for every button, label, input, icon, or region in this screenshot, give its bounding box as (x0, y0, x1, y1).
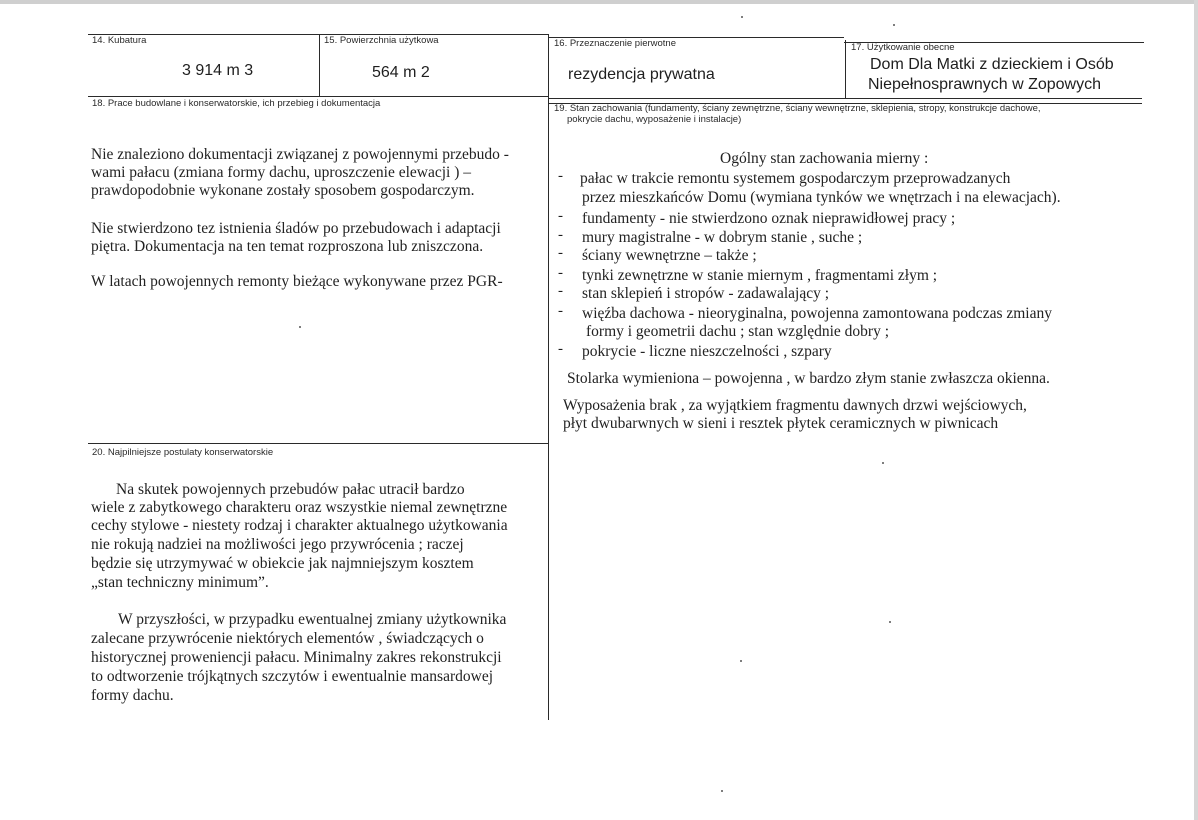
bullet-mark: - (558, 341, 563, 357)
field-20-line-6: „stan techniczny minimum”. (91, 574, 269, 591)
field-18-line-3: prawdopodobnie wykonane zostały sposobem gospodarczym. (91, 182, 475, 199)
bullet-mark: - (558, 283, 563, 299)
divider-14-15 (319, 34, 320, 96)
field-20-label: 20. Najpilniejsze postulaty konserwatorskie (92, 447, 274, 458)
field-17-value-line-1: Dom Dla Matki z dzieckiem i Osób (870, 56, 1114, 73)
scan-speck (299, 326, 301, 328)
field-19-bullet-3: mury magistralne - w dobrym stanie , suche ; (582, 229, 863, 246)
field-19-bullet-7-cont: formy i geometrii dachu ; stan względnie dobry ; (586, 323, 890, 340)
scan-speck (893, 24, 895, 26)
field-20-line-10: to odtworzenie trójkątnych szczytów i ewentualnie mansardowej (91, 668, 494, 685)
field-19-bullet-5: tynki zewnętrzne w stanie miernym , fragmentami złym ; (582, 267, 938, 284)
field-19-bullet-1: pałac w trakcie remontu systemem gospodarczym przeprowadzanych (580, 170, 1011, 187)
scan-speck (741, 16, 743, 18)
row-rule-right (548, 98, 1142, 99)
field-19-bullet-2: fundamenty - nie stwierdzono oznak nieprawidłowej pracy ; (582, 210, 956, 227)
field-18-label: 18. Prace budowlane i konserwatorskie, ich przebieg i dokumentacja (92, 98, 381, 109)
field-16-label: 16. Przeznaczenie pierwotne (554, 38, 676, 49)
field-15-value: 564 m 2 (372, 64, 430, 81)
field-19-bullet-8: pokrycie - liczne nieszczelności , szpary (582, 343, 832, 360)
scan-speck (721, 790, 723, 792)
field-19-bullet-1-cont: przez mieszkańców Domu (wymiana tynków we wnętrzach i na elewacjach). (582, 189, 1061, 206)
scan-speck (740, 660, 742, 662)
field-20-line-2: wiele z zabytkowego charakteru oraz wszystkie niemal zewnętrzne (91, 499, 508, 516)
bullet-mark: - (558, 227, 563, 243)
bullet-mark: - (558, 303, 563, 319)
field-20-line-8: zalecane przywrócenie niektórych elementów , świadczących o (91, 630, 484, 647)
field-19-bullet-4: ściany wewnętrzne – także ; (582, 247, 757, 264)
field-20-line-5: będzie się utrzymywać w obiekcie jak najmniejszym kosztem (91, 555, 474, 572)
field-18-line-2: wami pałacu (zmiana formy dachu, uproszczenie elewacji ) – (91, 164, 471, 181)
row-rule-left (88, 96, 548, 97)
field-18-line-6: W latach powojennych remonty bieżące wykonywane przez PGR- (91, 273, 503, 290)
field-18-line-5: piętra. Dokumentacja na ten temat rozproszona lub zniszczona. (91, 238, 484, 255)
bullet-mark: - (558, 265, 563, 281)
field-19-label-line-1: 19. Stan zachowania (fundamenty, ściany zewnętrzne, ściany wewnętrzne, sklepienia, stropy, konstrukcje dachowe, (554, 103, 1041, 114)
field-17-value-line-2: Niepełnosprawnych w Zopowych (868, 76, 1101, 93)
field-20-line-7: W przyszłości, w przypadku ewentualnej zmiany użytkownika (118, 611, 507, 628)
field-19-label-line-2: pokrycie dachu, wyposażenie i instalacje) (567, 114, 742, 125)
field-15-label: 15. Powierzchnia użytkowa (324, 35, 439, 46)
scan-speck (882, 462, 884, 464)
bullet-mark: - (558, 208, 563, 224)
field-20-line-4: nie rokują nadziei na możliwości jego przywrócenia ; raczej (91, 536, 464, 553)
field-18-line-1: Nie znaleziono dokumentacji związanej z powojennymi przebudo - (91, 146, 509, 163)
scan-speck (889, 621, 891, 623)
field-14-value: 3 914 m 3 (182, 62, 254, 79)
field-19-para-2-line-2: płyt dwubarwnych w sieni i resztek płytek ceramicznych w piwnicach (563, 415, 999, 432)
bullet-mark: - (558, 245, 563, 261)
field-19-para-1: Stolarka wymieniona – powojenna , w bardzo złym stanie zwłaszcza okienna. (567, 370, 1050, 387)
field-19-heading: Ogólny stan zachowania mierny : (720, 150, 929, 167)
field-16-value: rezydencja prywatna (568, 66, 715, 83)
field-20-line-3: cechy stylowe - niestety rodzaj i charakter aktualnego użytkowania (91, 517, 508, 534)
field-19-bullet-6: stan sklepień i stropów - zadawalający ; (582, 285, 830, 302)
divider-16-17 (845, 40, 846, 98)
field-19-para-2-line-1: Wyposażenia brak , za wyjątkiem fragmentu dawnych drzwi wejściowych, (563, 397, 1027, 414)
bullet-mark: - (558, 168, 563, 184)
field-20-line-9: historycznej proweniencji pałacu. Minimalny zakres rekonstrukcji (91, 649, 502, 666)
field-14-label: 14. Kubatura (92, 35, 147, 46)
scan-edge-top (0, 0, 1198, 4)
field-17-label: 17. Użytkowanie obecne (851, 42, 955, 53)
field-18-line-4: Nie stwierdzono tez istnienia śladów po przebudowach i adaptacji (91, 220, 501, 237)
center-divider (548, 34, 549, 720)
rule-18-20 (88, 443, 548, 444)
scan-edge-right (1194, 0, 1198, 820)
field-20-line-11: formy dachu. (91, 687, 174, 704)
top-rule-left (88, 34, 548, 35)
field-20-line-1: Na skutek powojennych przebudów pałac utracił bardzo (116, 481, 465, 498)
field-19-bullet-7: więźba dachowa - nieoryginalna, powojenna zamontowana podczas zmiany (582, 305, 1052, 322)
